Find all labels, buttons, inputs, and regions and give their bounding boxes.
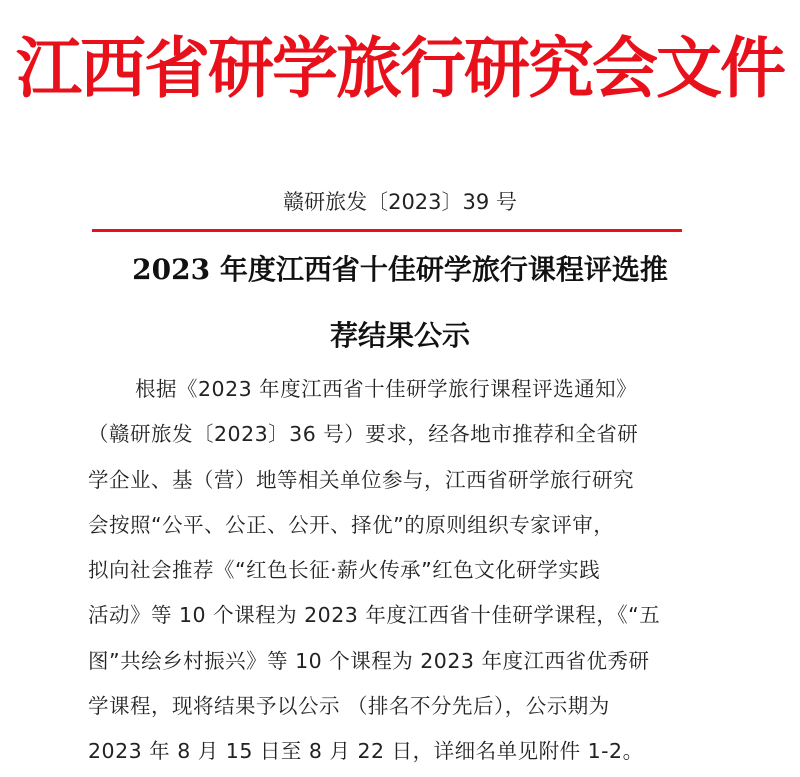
body-paragraph-line: 学企业、基（营）地等相关单位参与，江西省研学旅行研究: [88, 468, 634, 492]
document-header-title: 江西省研学旅行研究会文件: [16, 30, 784, 107]
body-paragraph-line: 学课程，现将结果予以公示 （排名不分先后），公示期为: [88, 694, 610, 718]
body-paragraph-line: 图”共绘乡村振兴》等 10 个课程为 2023 年度江西省优秀研: [88, 649, 650, 673]
red-divider-line: [92, 229, 682, 232]
body-paragraph-line: 拟向社会推荐《“红色长征·薪火传承”红色文化研学实践: [88, 558, 601, 582]
notice-title-line-2: 荐结果公示: [329, 319, 470, 352]
body-paragraph-line: （赣研旅发〔2023〕36 号）要求，经各地市推荐和全省研: [88, 422, 639, 446]
body-paragraph-line: 根据《2023 年度江西省十佳研学旅行课程评选通知》: [135, 377, 638, 401]
body-paragraph-line: 活动》等 10 个课程为 2023 年度江西省十佳研学课程，《“五: [88, 603, 661, 627]
document-number: 赣研旅发〔2023〕39 号: [283, 190, 517, 214]
body-paragraph-line: 2023 年 8 月 15 日至 8 月 22 日，详细名单见附件 1-2。: [88, 739, 644, 763]
notice-title-line-1: 2023 年度江西省十佳研学旅行课程评选推: [132, 253, 668, 286]
body-paragraph-line: 会按照“公平、公正、公开、择优”的原则组织专家评审，: [88, 513, 615, 537]
